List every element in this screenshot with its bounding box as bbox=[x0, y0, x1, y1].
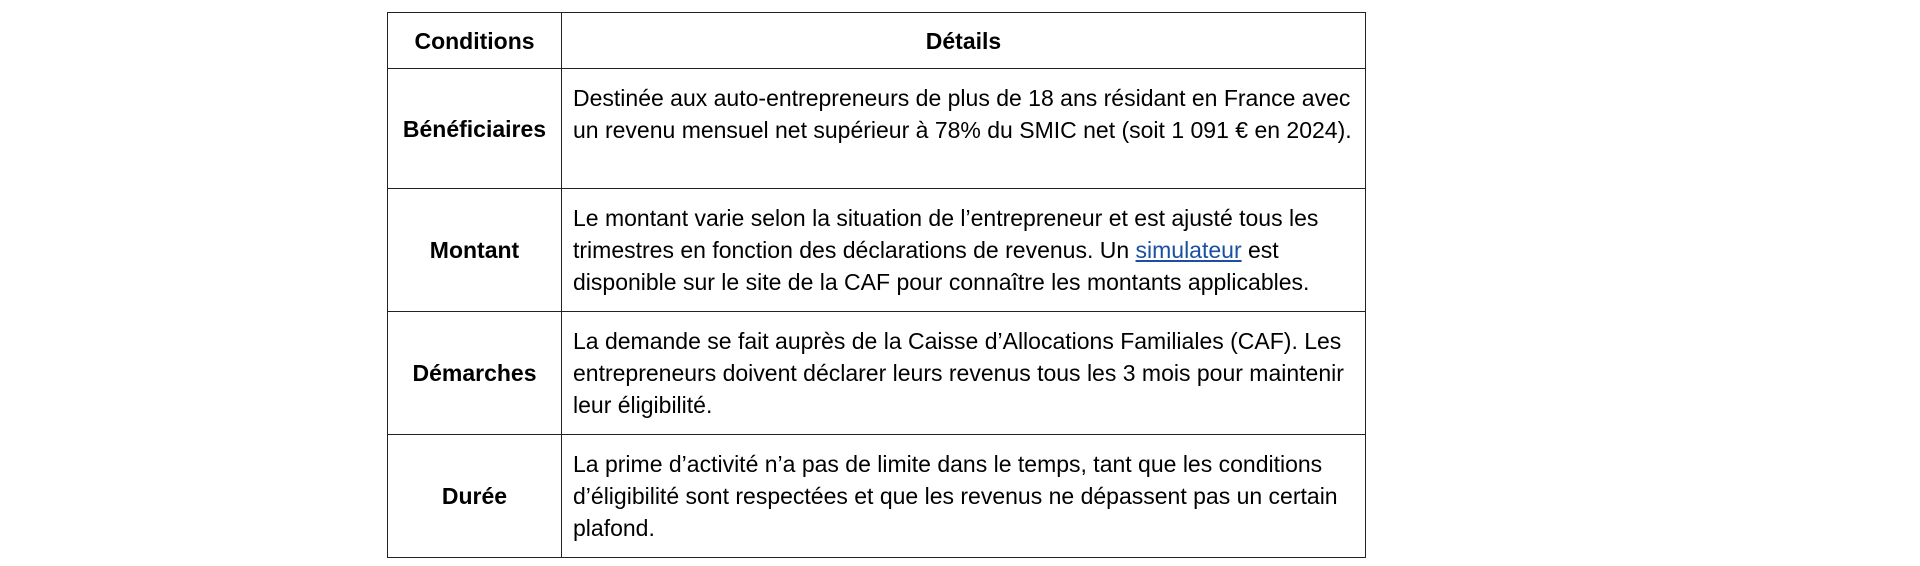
condition-cell: Durée bbox=[388, 435, 562, 558]
detail-text-before-link: Le montant varie selon la situation de l’entrepreneur et est ajusté tous les trimestres en fonction des déclarations de revenus. Un bbox=[573, 205, 1319, 263]
condition-cell: Bénéficiaires bbox=[388, 69, 562, 189]
table-row-beneficiaires bbox=[388, 69, 1366, 189]
detail-cell: La prime d’activité n’a pas de limite dans le temps, tant que les conditions d’éligibilité sont respectées et que les revenus ne dépassent pas un certain plafond. bbox=[562, 435, 1366, 558]
table-row-montant bbox=[388, 189, 1366, 312]
condition-cell: Démarches bbox=[388, 312, 562, 435]
conditions-table bbox=[387, 12, 1366, 558]
header-details: Détails bbox=[562, 13, 1366, 69]
detail-cell bbox=[562, 189, 1366, 312]
condition-cell: Montant bbox=[388, 189, 562, 312]
table-row-demarches bbox=[388, 312, 1366, 435]
simulateur-link[interactable]: simulateur bbox=[1135, 237, 1242, 263]
table-row-duree bbox=[388, 435, 1366, 558]
detail-cell: La demande se fait auprès de la Caisse d’Allocations Familiales (CAF). Les entrepreneurs doivent déclarer leurs revenus tous les 3 mois pour maintenir leur éligibilité. bbox=[562, 312, 1366, 435]
detail-cell: Destinée aux auto-entrepreneurs de plus de 18 ans résidant en France avec un revenu mensuel net supérieur à 78% du SMIC net (soit 1 091 € en 2024). bbox=[562, 69, 1366, 189]
detail-text-after-link: est disponible sur le site de la CAF pour connaître les montants applicables. bbox=[573, 237, 1310, 295]
table-header-row bbox=[388, 13, 1366, 69]
header-conditions: Conditions bbox=[388, 13, 562, 69]
